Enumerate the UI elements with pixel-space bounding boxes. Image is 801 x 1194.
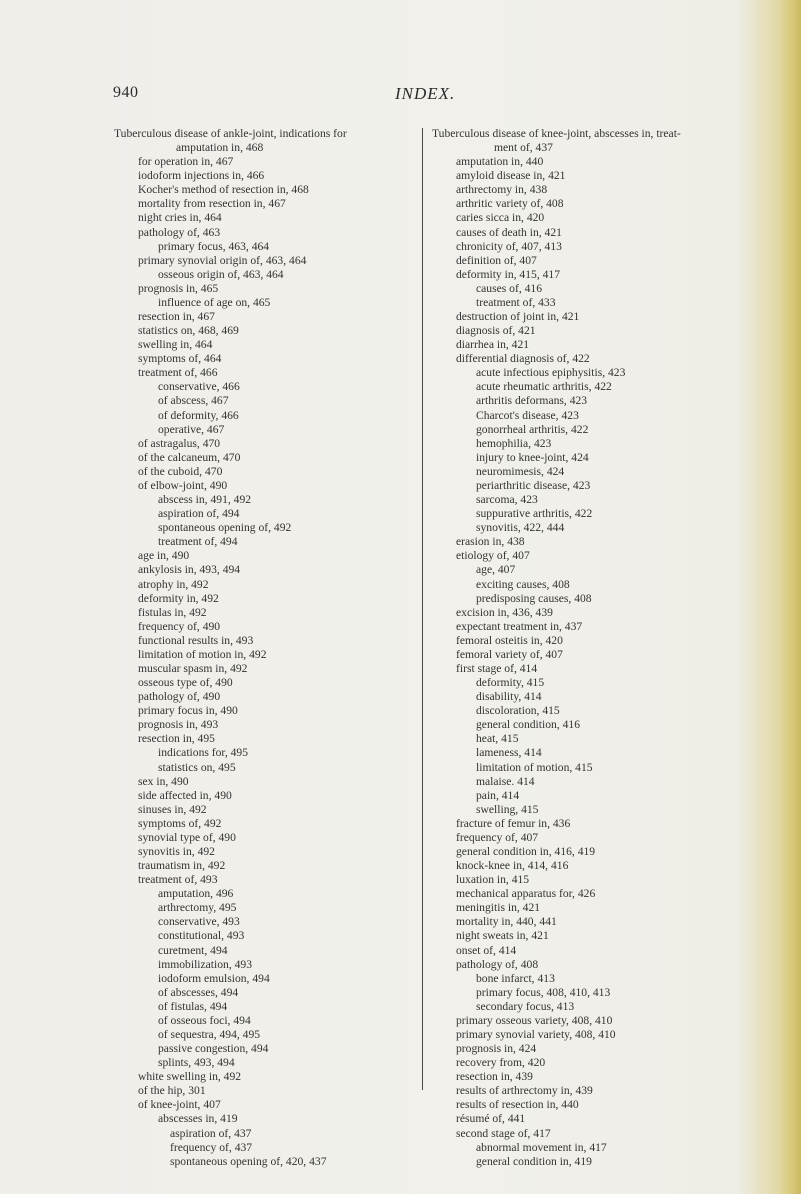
- index-entry: suppurative arthritis, 422: [476, 507, 593, 521]
- index-entry: exciting causes, 408: [476, 577, 570, 591]
- index-entry: iodoform emulsion, 494: [158, 971, 270, 985]
- index-entry: sex in, 490: [138, 774, 189, 788]
- index-entry: primary focus in, 490: [138, 704, 238, 718]
- index-entry: synovitis, 422, 444: [476, 521, 565, 535]
- index-entry: curetment, 494: [158, 943, 228, 957]
- index-entry: mechanical apparatus for, 426: [456, 887, 596, 901]
- index-entry: hemophilia, 423: [476, 436, 552, 450]
- index-entry: mortality from resection in, 467: [138, 197, 286, 211]
- index-entry: night cries in, 464: [138, 211, 222, 225]
- index-entry: prognosis in, 465: [138, 281, 219, 295]
- index-entry: operative, 467: [158, 422, 225, 436]
- index-entry: frequency of, 490: [138, 619, 221, 633]
- index-entry: general condition in, 416, 419: [456, 844, 596, 858]
- index-entry: age, 407: [476, 563, 516, 577]
- index-entry: of fistulas, 494: [158, 999, 228, 1013]
- index-entry: of the cuboid, 470: [138, 464, 223, 478]
- index-entry: diarrhea in, 421: [456, 338, 530, 352]
- index-entry: primary synovial variety, 408, 410: [456, 1028, 616, 1041]
- index-entry: Charcot's disease, 423: [476, 408, 579, 422]
- index-entry: side affected in, 490: [138, 788, 232, 802]
- index-entry: recovery from, 420: [456, 1056, 546, 1070]
- index-entry: pathology of, 490: [138, 690, 221, 704]
- index-entry: femoral variety of, 407: [456, 647, 563, 661]
- index-entry: results of resection in, 440: [456, 1098, 579, 1112]
- index-entry: general condition, 416: [476, 718, 580, 732]
- index-entry: etiology of, 407: [456, 549, 530, 563]
- index-entry: resection in, 439: [456, 1070, 533, 1084]
- index-entry: osseous origin of, 463, 464: [158, 267, 284, 281]
- index-entry: caries sicca in, 420: [456, 211, 545, 225]
- index-entry: excision in, 436, 439: [456, 605, 553, 619]
- index-entry: iodoform injections in, 466: [138, 169, 265, 183]
- index-entry: meningitis in, 421: [456, 901, 541, 915]
- index-entry: periarthritic disease, 423: [476, 478, 591, 492]
- index-entry: conservative, 493: [158, 915, 240, 929]
- index-entry: passive congestion, 494: [158, 1042, 269, 1056]
- index-entry: causes of death in, 421: [456, 225, 562, 239]
- index-entry: night sweats in, 421: [456, 929, 549, 943]
- index-entry: synovial type of, 490: [138, 830, 236, 844]
- index-entry: amputation, 496: [158, 887, 234, 901]
- index-entry: treatment of, 466: [138, 366, 218, 380]
- index-entry: resection in, 467: [138, 310, 215, 324]
- index-entry: knock-knee in, 414, 416: [456, 859, 569, 873]
- index-entry: resection in, 495: [138, 732, 215, 746]
- index-entry: of knee-joint, 407: [138, 1098, 221, 1112]
- index-entry: neuromimesis, 424: [476, 464, 565, 478]
- index-entry: arthritic variety of, 408: [456, 197, 564, 211]
- index-entry: differential diagnosis of, 422: [456, 352, 590, 366]
- index-entry: abnormal movement in, 417: [476, 1140, 607, 1154]
- index-entry: spontaneous opening of, 420, 437: [170, 1154, 327, 1168]
- index-entry: sarcoma, 423: [476, 493, 538, 507]
- index-entry: bone infarct, 413: [476, 971, 555, 985]
- index-entry: causes of, 416: [476, 281, 543, 295]
- index-entry: sinuses in, 492: [138, 802, 207, 816]
- index-entry: aspiration of, 494: [158, 507, 240, 521]
- index-entry: synovitis in, 492: [138, 844, 215, 858]
- index-entry: influence of age on, 465: [158, 295, 271, 309]
- index-column-right: [432, 127, 740, 1169]
- index-entry: abscess in, 491, 492: [158, 493, 252, 507]
- index-entry: treatment of, 433: [476, 295, 556, 309]
- index-entry: disability, 414: [476, 690, 542, 704]
- index-entry: of osseous foci, 494: [158, 1013, 251, 1027]
- index-entry: limitation of motion, 415: [476, 760, 593, 774]
- index-entry: results of arthrectomy in, 439: [456, 1084, 593, 1098]
- index-entry: acute rheumatic arthritis, 422: [476, 380, 612, 394]
- index-entry: deformity in, 415, 417: [456, 267, 561, 281]
- index-entry: treatment of, 494: [158, 535, 238, 549]
- index-entry: secondary focus, 413: [476, 999, 575, 1013]
- index-entry: splints, 493, 494: [158, 1056, 235, 1070]
- index-entry: of deformity, 466: [158, 408, 239, 422]
- index-entry: primary focus, 463, 464: [158, 239, 270, 253]
- index-entry: amputation in, 440: [456, 155, 544, 169]
- index-entry: amyloid disease in, 421: [456, 169, 566, 183]
- index-entry: amputation in, 468: [176, 141, 264, 155]
- index-entry: arthritis deformans, 423: [476, 394, 588, 408]
- index-entry: osseous type of, 490: [138, 676, 233, 690]
- index-entry: pain, 414: [476, 788, 520, 802]
- index-entry: arthrectomy, 495: [158, 901, 237, 915]
- index-entry: treatment of, 493: [138, 873, 218, 887]
- index-entry: gonorrheal arthritis, 422: [476, 422, 589, 436]
- index-entry: abscesses in, 419: [158, 1112, 238, 1126]
- index-entry: primary focus, 408, 410, 413: [476, 985, 611, 999]
- index-entry: predisposing causes, 408: [476, 591, 592, 605]
- index-entry: pathology of, 408: [456, 957, 539, 971]
- index-entry: of astragalus, 470: [138, 436, 221, 450]
- index-entry: discoloration, 415: [476, 704, 560, 718]
- index-entry: prognosis in, 493: [138, 718, 219, 732]
- index-entry: swelling in, 464: [138, 338, 213, 352]
- index-entry: white swelling in, 492: [138, 1070, 242, 1084]
- index-entry: fistulas in, 492: [138, 605, 207, 619]
- index-entry: Tuberculous disease of knee-joint, abscesses in, treat-: [432, 127, 681, 140]
- index-entry: injury to knee-joint, 424: [476, 450, 589, 464]
- index-entry: erasion in, 438: [456, 535, 525, 549]
- index-entry: prognosis in, 424: [456, 1042, 537, 1056]
- index-entry: lameness, 414: [476, 746, 542, 760]
- index-entry: statistics on, 468, 469: [138, 324, 239, 338]
- index-entry: mortality in, 440, 441: [456, 915, 557, 929]
- index-entry: heat, 415: [476, 732, 519, 746]
- index-entry: deformity in, 492: [138, 591, 219, 605]
- column-divider: [422, 128, 423, 1090]
- index-entry: statistics on, 495: [158, 760, 236, 774]
- index-entry: résumé of, 441: [456, 1112, 526, 1126]
- page-title: INDEX.: [395, 84, 456, 103]
- index-entry: frequency of, 407: [456, 830, 539, 844]
- index-entry: primary synovial origin of, 463, 464: [138, 253, 307, 267]
- index-entry: chronicity of, 407, 413: [456, 239, 562, 253]
- index-entry: of the hip, 301: [138, 1084, 206, 1098]
- index-entry: age in, 490: [138, 549, 190, 563]
- running-header: [0, 84, 801, 108]
- index-entry: acute infectious epiphysitis, 423: [476, 366, 626, 380]
- index-entry: spontaneous opening of, 492: [158, 521, 292, 535]
- index-entry: of the calcaneum, 470: [138, 450, 241, 464]
- index-entry: definition of, 407: [456, 253, 537, 267]
- index-entry: frequency of, 437: [170, 1140, 253, 1154]
- index-entry: malaise. 414: [476, 774, 535, 788]
- index-entry: symptoms of, 492: [138, 816, 222, 830]
- index-entry: Tuberculous disease of ankle-joint, indications for: [114, 127, 347, 140]
- index-entry: conservative, 466: [158, 380, 240, 394]
- index-entry: ankylosis in, 493, 494: [138, 563, 241, 577]
- index-entry: primary osseous variety, 408, 410: [456, 1013, 613, 1027]
- index-entry: of abscesses, 494: [158, 985, 239, 999]
- index-entry: symptoms of, 464: [138, 352, 222, 366]
- index-entry: traumatism in, 492: [138, 859, 226, 873]
- index-entry: onset of, 414: [456, 943, 517, 957]
- index-entry: muscular spasm in, 492: [138, 661, 248, 675]
- index-entry: aspiration of, 437: [170, 1126, 252, 1140]
- index-entry: immobilization, 493: [158, 957, 253, 971]
- index-entry: luxation in, 415: [456, 873, 530, 887]
- index-entry: limitation of motion in, 492: [138, 647, 267, 661]
- index-entry: general condition in, 419: [476, 1154, 592, 1168]
- index-entry: of elbow-joint, 490: [138, 478, 228, 492]
- index-entry: arthrectomy in, 438: [456, 183, 548, 197]
- index-entry: Kocher's method of resection in, 468: [138, 183, 309, 197]
- index-entry: ment of, 437: [494, 141, 553, 155]
- index-entry: indications for, 495: [158, 746, 249, 760]
- index-entry: expectant treatment in, 437: [456, 619, 583, 633]
- index-entry: of abscess, 467: [158, 394, 229, 408]
- index-entry: second stage of, 417: [456, 1126, 551, 1140]
- index-entry: fracture of femur in, 436: [456, 816, 571, 830]
- index-column-left: [114, 127, 419, 1169]
- index-entry: deformity, 415: [476, 676, 545, 690]
- index-entry: of sequestra, 494, 495: [158, 1028, 261, 1041]
- index-entry: diagnosis of, 421: [456, 324, 536, 338]
- index-entry: femoral osteitis in, 420: [456, 633, 563, 647]
- index-entry: constitutional, 493: [158, 929, 245, 943]
- index-entry: destruction of joint in, 421: [456, 310, 580, 324]
- page-edge-shading: [779, 0, 801, 1194]
- index-entry: swelling, 415: [476, 802, 539, 816]
- index-entry: functional results in, 493: [138, 633, 254, 647]
- page-number: 940: [113, 84, 139, 101]
- index-entry: pathology of, 463: [138, 225, 221, 239]
- index-entry: first stage of, 414: [456, 661, 538, 675]
- index-entry: for operation in, 467: [138, 155, 234, 169]
- index-entry: atrophy in, 492: [138, 577, 209, 591]
